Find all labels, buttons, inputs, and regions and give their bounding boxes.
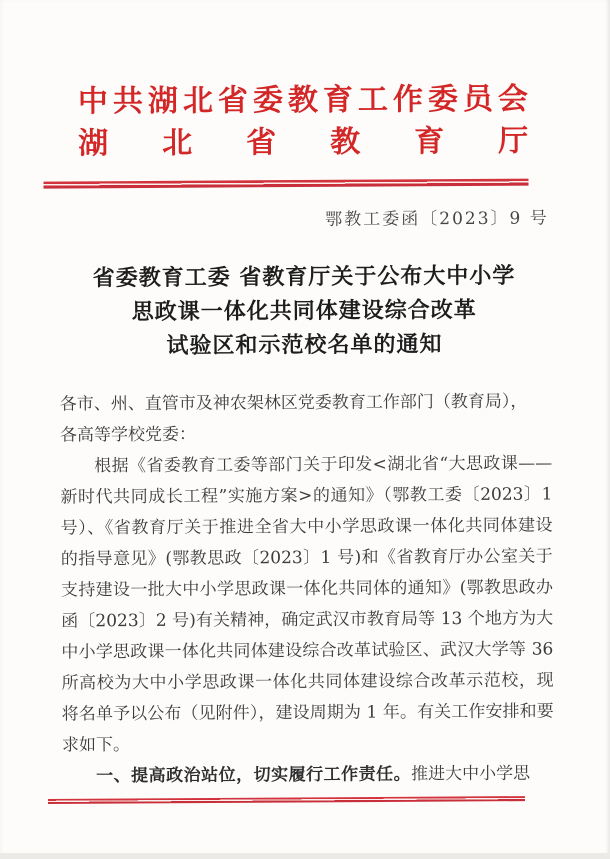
addressee-line-1: 各市、州、直管市及神农架林区党委教育工作部门（教育局）， [59, 391, 528, 415]
title-line-1: 省委教育工委 省教育厅关于公布大中小学 [92, 262, 516, 292]
doc-number: 鄂教工委函〔2023〕9 号 [325, 208, 549, 230]
notice-title [0, 258, 610, 364]
scan-edge-bottom [0, 853, 610, 859]
letterhead [0, 78, 608, 166]
org-name-line-2: 湖北省教育厅 [78, 123, 529, 162]
section-1-text: 推进大中小学思 [411, 763, 531, 785]
title-line-3: 试验区和示范校名单的通知 [166, 331, 443, 359]
title-line-2: 思政课一体化共同体建设综合改革 [131, 296, 477, 326]
scan-edge-right [605, 0, 610, 859]
section-1-line [62, 758, 554, 792]
addressee-line-2: 各高等学校党委： [59, 424, 197, 446]
header-separator-line [43, 179, 528, 189]
body-paragraph-1: 根据《省委教育工委等部门关于印发<湖北省“大思政课——新时代共同成长工程”实施方案>的通知》（鄂教工委〔2023〕1 号）、《省教育厅关于推进全省大中小学思政课一体化共同体建设的指导意见》(鄂教思政〔2023〕1 号)和《省教育厅办公室关于支持建设一批大中小学思政课一体化共同体的通知》(鄂教思政办函〔2023〕2 号)有关精神，确定武汉市教育局等 13 个地方为大中小学思政课一体化共同体建设综合改革试验区、武汉大学等 36 所高校为大中小学思政课一体化共同体建设综合改革示范校，现将名单予以公布（见附件），建设周期为 1 年。有关工作安排和要求如下。 [60, 453, 554, 756]
section-1-heading: 一、提高政治站位，切实履行工作责任。 [96, 764, 412, 787]
doc-body [60, 386, 554, 792]
org-name-line-1: 中共湖北省委教育工作委员会 [77, 81, 529, 120]
